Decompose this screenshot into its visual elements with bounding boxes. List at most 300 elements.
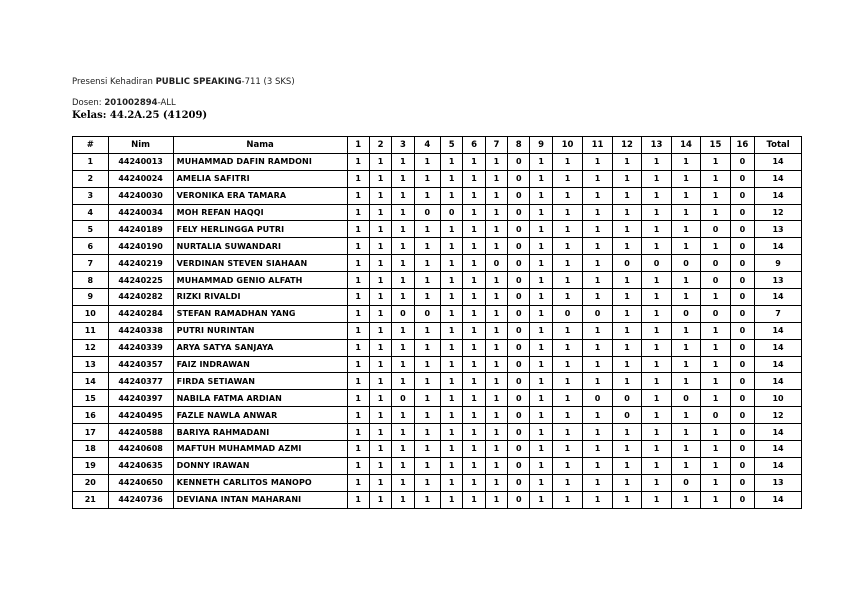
attendance-cell: 0 [730,272,754,289]
attendance-cell: 1 [583,339,612,356]
attendance-cell: 1 [369,255,391,272]
attendance-cell: 1 [612,474,641,491]
attendance-cell: 1 [701,373,730,390]
total-cell: 14 [755,457,802,474]
attendance-cell: 1 [347,204,369,221]
attendance-cell: 1 [369,305,391,322]
nim-cell: 44240588 [108,424,173,441]
attendance-cell: 1 [530,339,552,356]
attendance-cell: 1 [701,356,730,373]
nim-cell: 44240024 [108,170,173,187]
attendance-cell: 1 [671,441,700,458]
name-cell: MOH REFAN HAQQI [173,204,347,221]
attendance-cell: 1 [347,255,369,272]
attendance-cell: 1 [485,407,507,424]
attendance-cell: 0 [508,424,530,441]
attendance-cell: 1 [485,187,507,204]
attendance-cell: 1 [369,170,391,187]
attendance-cell: 1 [485,238,507,255]
attendance-cell: 0 [485,255,507,272]
nim-cell: 44240282 [108,289,173,306]
row-number-cell: 17 [73,424,109,441]
attendance-cell: 1 [701,289,730,306]
attendance-cell: 1 [485,305,507,322]
attendance-cell: 1 [612,491,641,508]
attendance-cell: 1 [414,441,440,458]
attendance-cell: 0 [441,204,463,221]
nim-cell: 44240339 [108,339,173,356]
total-cell: 12 [755,407,802,424]
name-cell: VERONIKA ERA TAMARA [173,187,347,204]
attendance-cell: 1 [671,272,700,289]
attendance-cell: 1 [530,390,552,407]
attendance-cell: 0 [392,305,414,322]
attendance-cell: 1 [414,424,440,441]
attendance-cell: 1 [347,238,369,255]
total-cell: 14 [755,238,802,255]
name-cell: ARYA SATYA SANJAYA [173,339,347,356]
total-cell: 9 [755,255,802,272]
attendance-cell: 1 [583,424,612,441]
class-label: Kelas: [72,110,110,121]
nim-cell: 44240357 [108,356,173,373]
attendance-cell: 1 [552,373,583,390]
table-row [73,238,802,255]
nim-cell: 44240377 [108,373,173,390]
attendance-cell: 1 [552,474,583,491]
total-cell: 12 [755,204,802,221]
name-cell: FAIZ INDRAWAN [173,356,347,373]
row-number-cell: 7 [73,255,109,272]
attendance-cell: 1 [530,170,552,187]
attendance-cell: 1 [671,339,700,356]
total-cell: 14 [755,170,802,187]
attendance-cell: 1 [530,373,552,390]
attendance-cell: 1 [441,474,463,491]
attendance-cell: 1 [583,272,612,289]
column-header: 9 [530,137,552,154]
attendance-cell: 1 [530,424,552,441]
row-number-cell: 12 [73,339,109,356]
attendance-cell: 1 [612,457,641,474]
attendance-cell: 0 [730,204,754,221]
attendance-cell: 1 [414,356,440,373]
attendance-cell: 1 [441,272,463,289]
nim-cell: 44240190 [108,238,173,255]
attendance-cell: 1 [414,373,440,390]
attendance-cell: 0 [508,170,530,187]
attendance-cell: 1 [441,373,463,390]
attendance-cell: 0 [508,289,530,306]
attendance-cell: 1 [414,255,440,272]
attendance-cell: 1 [671,491,700,508]
attendance-cell: 1 [671,153,700,170]
attendance-cell: 1 [583,322,612,339]
table-row [73,322,802,339]
column-header: 15 [701,137,730,154]
attendance-cell: 1 [612,170,641,187]
attendance-cell: 1 [463,305,485,322]
attendance-cell: 1 [552,424,583,441]
total-cell: 14 [755,339,802,356]
attendance-table [72,136,802,509]
column-header: 16 [730,137,754,154]
attendance-cell: 1 [485,474,507,491]
attendance-cell: 0 [642,255,671,272]
column-header: 3 [392,137,414,154]
attendance-cell: 1 [441,255,463,272]
attendance-cell: 1 [552,204,583,221]
attendance-cell: 1 [347,170,369,187]
attendance-cell: 0 [730,339,754,356]
attendance-cell: 1 [671,373,700,390]
attendance-cell: 1 [441,491,463,508]
attendance-cell: 1 [369,390,391,407]
attendance-cell: 1 [414,187,440,204]
attendance-cell: 1 [642,153,671,170]
attendance-cell: 1 [392,373,414,390]
table-row [73,153,802,170]
attendance-cell: 1 [583,474,612,491]
attendance-cell: 1 [463,424,485,441]
attendance-cell: 1 [642,305,671,322]
attendance-cell: 0 [730,221,754,238]
total-cell: 14 [755,424,802,441]
attendance-cell: 1 [642,322,671,339]
attendance-cell: 0 [508,204,530,221]
attendance-cell: 1 [701,153,730,170]
attendance-cell: 1 [642,407,671,424]
attendance-cell: 1 [701,424,730,441]
row-number-cell: 8 [73,272,109,289]
attendance-cell: 0 [508,322,530,339]
nim-cell: 44240013 [108,153,173,170]
attendance-cell: 0 [730,170,754,187]
table-row [73,339,802,356]
attendance-cell: 1 [392,170,414,187]
attendance-cell: 1 [347,187,369,204]
attendance-cell: 1 [642,170,671,187]
attendance-cell: 0 [612,255,641,272]
attendance-cell: 1 [671,170,700,187]
table-row [73,204,802,221]
row-number-cell: 20 [73,474,109,491]
table-row [73,305,802,322]
attendance-cell: 0 [730,441,754,458]
attendance-cell: 1 [671,457,700,474]
row-number-cell: 10 [73,305,109,322]
attendance-cell: 0 [701,305,730,322]
attendance-cell: 1 [642,339,671,356]
column-header: 10 [552,137,583,154]
attendance-cell: 1 [583,457,612,474]
attendance-cell: 1 [441,238,463,255]
attendance-cell: 1 [392,491,414,508]
attendance-cell: 1 [463,153,485,170]
attendance-cell: 1 [530,153,552,170]
attendance-cell: 1 [392,238,414,255]
attendance-cell: 1 [463,390,485,407]
attendance-cell: 1 [441,339,463,356]
attendance-cell: 1 [530,289,552,306]
attendance-cell: 1 [463,322,485,339]
attendance-cell: 1 [347,153,369,170]
attendance-cell: 0 [508,238,530,255]
attendance-cell: 1 [552,289,583,306]
attendance-cell: 1 [441,390,463,407]
row-number-cell: 5 [73,221,109,238]
name-cell: BARIYA RAHMADANI [173,424,347,441]
total-cell: 14 [755,491,802,508]
attendance-cell: 0 [508,339,530,356]
attendance-cell: 1 [347,221,369,238]
attendance-cell: 1 [414,407,440,424]
attendance-cell: 1 [369,339,391,356]
course-code: -711 (3 SKS) [241,77,295,87]
attendance-cell: 1 [347,289,369,306]
attendance-cell: 1 [369,441,391,458]
attendance-cell: 1 [392,322,414,339]
attendance-cell: 1 [441,457,463,474]
attendance-cell: 1 [701,457,730,474]
attendance-cell: 1 [671,204,700,221]
attendance-cell: 1 [485,322,507,339]
attendance-cell: 1 [392,255,414,272]
attendance-cell: 0 [701,221,730,238]
table-row [73,170,802,187]
nim-cell: 44240397 [108,390,173,407]
table-row [73,441,802,458]
attendance-cell: 1 [347,322,369,339]
attendance-cell: 1 [463,221,485,238]
attendance-cell: 0 [730,322,754,339]
attendance-cell: 1 [552,153,583,170]
nim-cell: 44240338 [108,322,173,339]
attendance-cell: 1 [347,373,369,390]
attendance-cell: 1 [485,390,507,407]
row-number-cell: 21 [73,491,109,508]
attendance-cell: 1 [671,187,700,204]
attendance-cell: 1 [642,474,671,491]
attendance-cell: 0 [612,407,641,424]
attendance-cell: 1 [392,153,414,170]
attendance-cell: 1 [671,424,700,441]
attendance-cell: 1 [463,339,485,356]
attendance-cell: 1 [671,238,700,255]
attendance-cell: 1 [701,441,730,458]
attendance-cell: 1 [347,356,369,373]
attendance-cell: 1 [530,187,552,204]
attendance-cell: 1 [369,272,391,289]
attendance-cell: 1 [530,305,552,322]
attendance-cell: 1 [583,221,612,238]
attendance-cell: 1 [612,204,641,221]
attendance-cell: 1 [347,457,369,474]
attendance-cell: 0 [508,255,530,272]
attendance-cell: 1 [369,491,391,508]
attendance-cell: 1 [463,204,485,221]
attendance-cell: 0 [701,255,730,272]
row-number-cell: 18 [73,441,109,458]
attendance-cell: 1 [552,441,583,458]
attendance-cell: 1 [583,187,612,204]
attendance-cell: 1 [414,272,440,289]
attendance-cell: 0 [671,390,700,407]
attendance-cell: 0 [508,356,530,373]
attendance-cell: 1 [463,407,485,424]
attendance-cell: 0 [612,390,641,407]
attendance-cell: 1 [392,441,414,458]
attendance-cell: 1 [642,204,671,221]
attendance-cell: 1 [671,322,700,339]
attendance-cell: 1 [485,491,507,508]
attendance-cell: 1 [642,373,671,390]
attendance-cell: 1 [392,457,414,474]
attendance-cell: 1 [701,204,730,221]
attendance-cell: 1 [612,305,641,322]
table-row [73,289,802,306]
attendance-cell: 1 [441,424,463,441]
attendance-cell: 1 [612,238,641,255]
total-cell: 13 [755,272,802,289]
attendance-cell: 0 [508,187,530,204]
table-row [73,474,802,491]
attendance-cell: 1 [612,187,641,204]
column-header: Total [755,137,802,154]
attendance-cell: 1 [642,187,671,204]
attendance-cell: 1 [530,272,552,289]
attendance-cell: 1 [583,255,612,272]
attendance-cell: 1 [414,322,440,339]
attendance-cell: 1 [612,153,641,170]
attendance-cell: 0 [508,272,530,289]
attendance-cell: 0 [730,187,754,204]
attendance-cell: 1 [485,373,507,390]
column-header: # [73,137,109,154]
attendance-cell: 1 [347,424,369,441]
attendance-cell: 1 [369,153,391,170]
attendance-cell: 1 [414,339,440,356]
attendance-cell: 0 [583,305,612,322]
name-cell: STEFAN RAMADHAN YANG [173,305,347,322]
table-row [73,356,802,373]
attendance-cell: 1 [463,491,485,508]
attendance-cell: 1 [530,474,552,491]
class-value: 44.2A.25 (41209) [109,110,208,121]
attendance-cell: 0 [671,305,700,322]
attendance-cell: 1 [583,356,612,373]
attendance-cell: 1 [583,170,612,187]
attendance-cell: 1 [463,457,485,474]
total-cell: 14 [755,322,802,339]
table-body [73,153,802,508]
attendance-cell: 1 [583,491,612,508]
attendance-cell: 0 [730,289,754,306]
attendance-cell: 1 [552,170,583,187]
lecturer-line [72,98,176,108]
attendance-cell: 0 [730,305,754,322]
column-header: 14 [671,137,700,154]
attendance-cell: 0 [701,407,730,424]
nim-cell: 44240284 [108,305,173,322]
total-cell: 14 [755,356,802,373]
attendance-cell: 1 [392,424,414,441]
attendance-cell: 1 [642,289,671,306]
column-header: 2 [369,137,391,154]
column-header: Nim [108,137,173,154]
lecturer-label: Dosen: [72,98,105,108]
attendance-cell: 1 [414,390,440,407]
attendance-cell: 1 [369,407,391,424]
attendance-cell: 1 [392,474,414,491]
attendance-cell: 1 [552,390,583,407]
attendance-cell: 1 [530,204,552,221]
row-number-cell: 15 [73,390,109,407]
attendance-cell: 1 [463,255,485,272]
column-header: 11 [583,137,612,154]
attendance-cell: 0 [508,373,530,390]
attendance-cell: 1 [441,187,463,204]
attendance-cell: 1 [441,289,463,306]
name-cell: FAZLE NAWLA ANWAR [173,407,347,424]
attendance-cell: 1 [612,424,641,441]
attendance-cell: 1 [701,339,730,356]
attendance-cell: 1 [612,221,641,238]
attendance-cell: 1 [583,204,612,221]
attendance-cell: 1 [485,153,507,170]
table-row [73,187,802,204]
name-cell: RIZKI RIVALDI [173,289,347,306]
attendance-cell: 1 [485,170,507,187]
row-number-cell: 19 [73,457,109,474]
attendance-cell: 1 [642,441,671,458]
nim-cell: 44240189 [108,221,173,238]
attendance-cell: 0 [730,390,754,407]
attendance-cell: 1 [392,407,414,424]
attendance-cell: 1 [463,170,485,187]
row-number-cell: 2 [73,170,109,187]
attendance-cell: 1 [392,187,414,204]
attendance-cell: 1 [612,441,641,458]
attendance-cell: 1 [552,339,583,356]
attendance-cell: 1 [414,491,440,508]
name-cell: PUTRI NURINTAN [173,322,347,339]
name-cell: DEVIANA INTAN MAHARANI [173,491,347,508]
attendance-cell: 0 [508,441,530,458]
attendance-cell: 1 [583,373,612,390]
nim-cell: 44240225 [108,272,173,289]
attendance-cell: 0 [730,457,754,474]
row-number-cell: 1 [73,153,109,170]
nim-cell: 44240219 [108,255,173,272]
column-header: Nama [173,137,347,154]
attendance-cell: 1 [485,272,507,289]
lecturer-suffix: -ALL [157,98,176,108]
attendance-cell: 1 [485,289,507,306]
attendance-cell: 1 [485,204,507,221]
name-cell: AMELIA SAFITRI [173,170,347,187]
total-cell: 14 [755,373,802,390]
attendance-cell: 1 [414,153,440,170]
attendance-cell: 1 [347,474,369,491]
attendance-cell: 1 [441,221,463,238]
attendance-cell: 0 [508,221,530,238]
course-name: PUBLIC SPEAKING [155,77,242,87]
attendance-cell: 1 [392,339,414,356]
column-header: 13 [642,137,671,154]
attendance-cell: 1 [530,322,552,339]
total-cell: 7 [755,305,802,322]
